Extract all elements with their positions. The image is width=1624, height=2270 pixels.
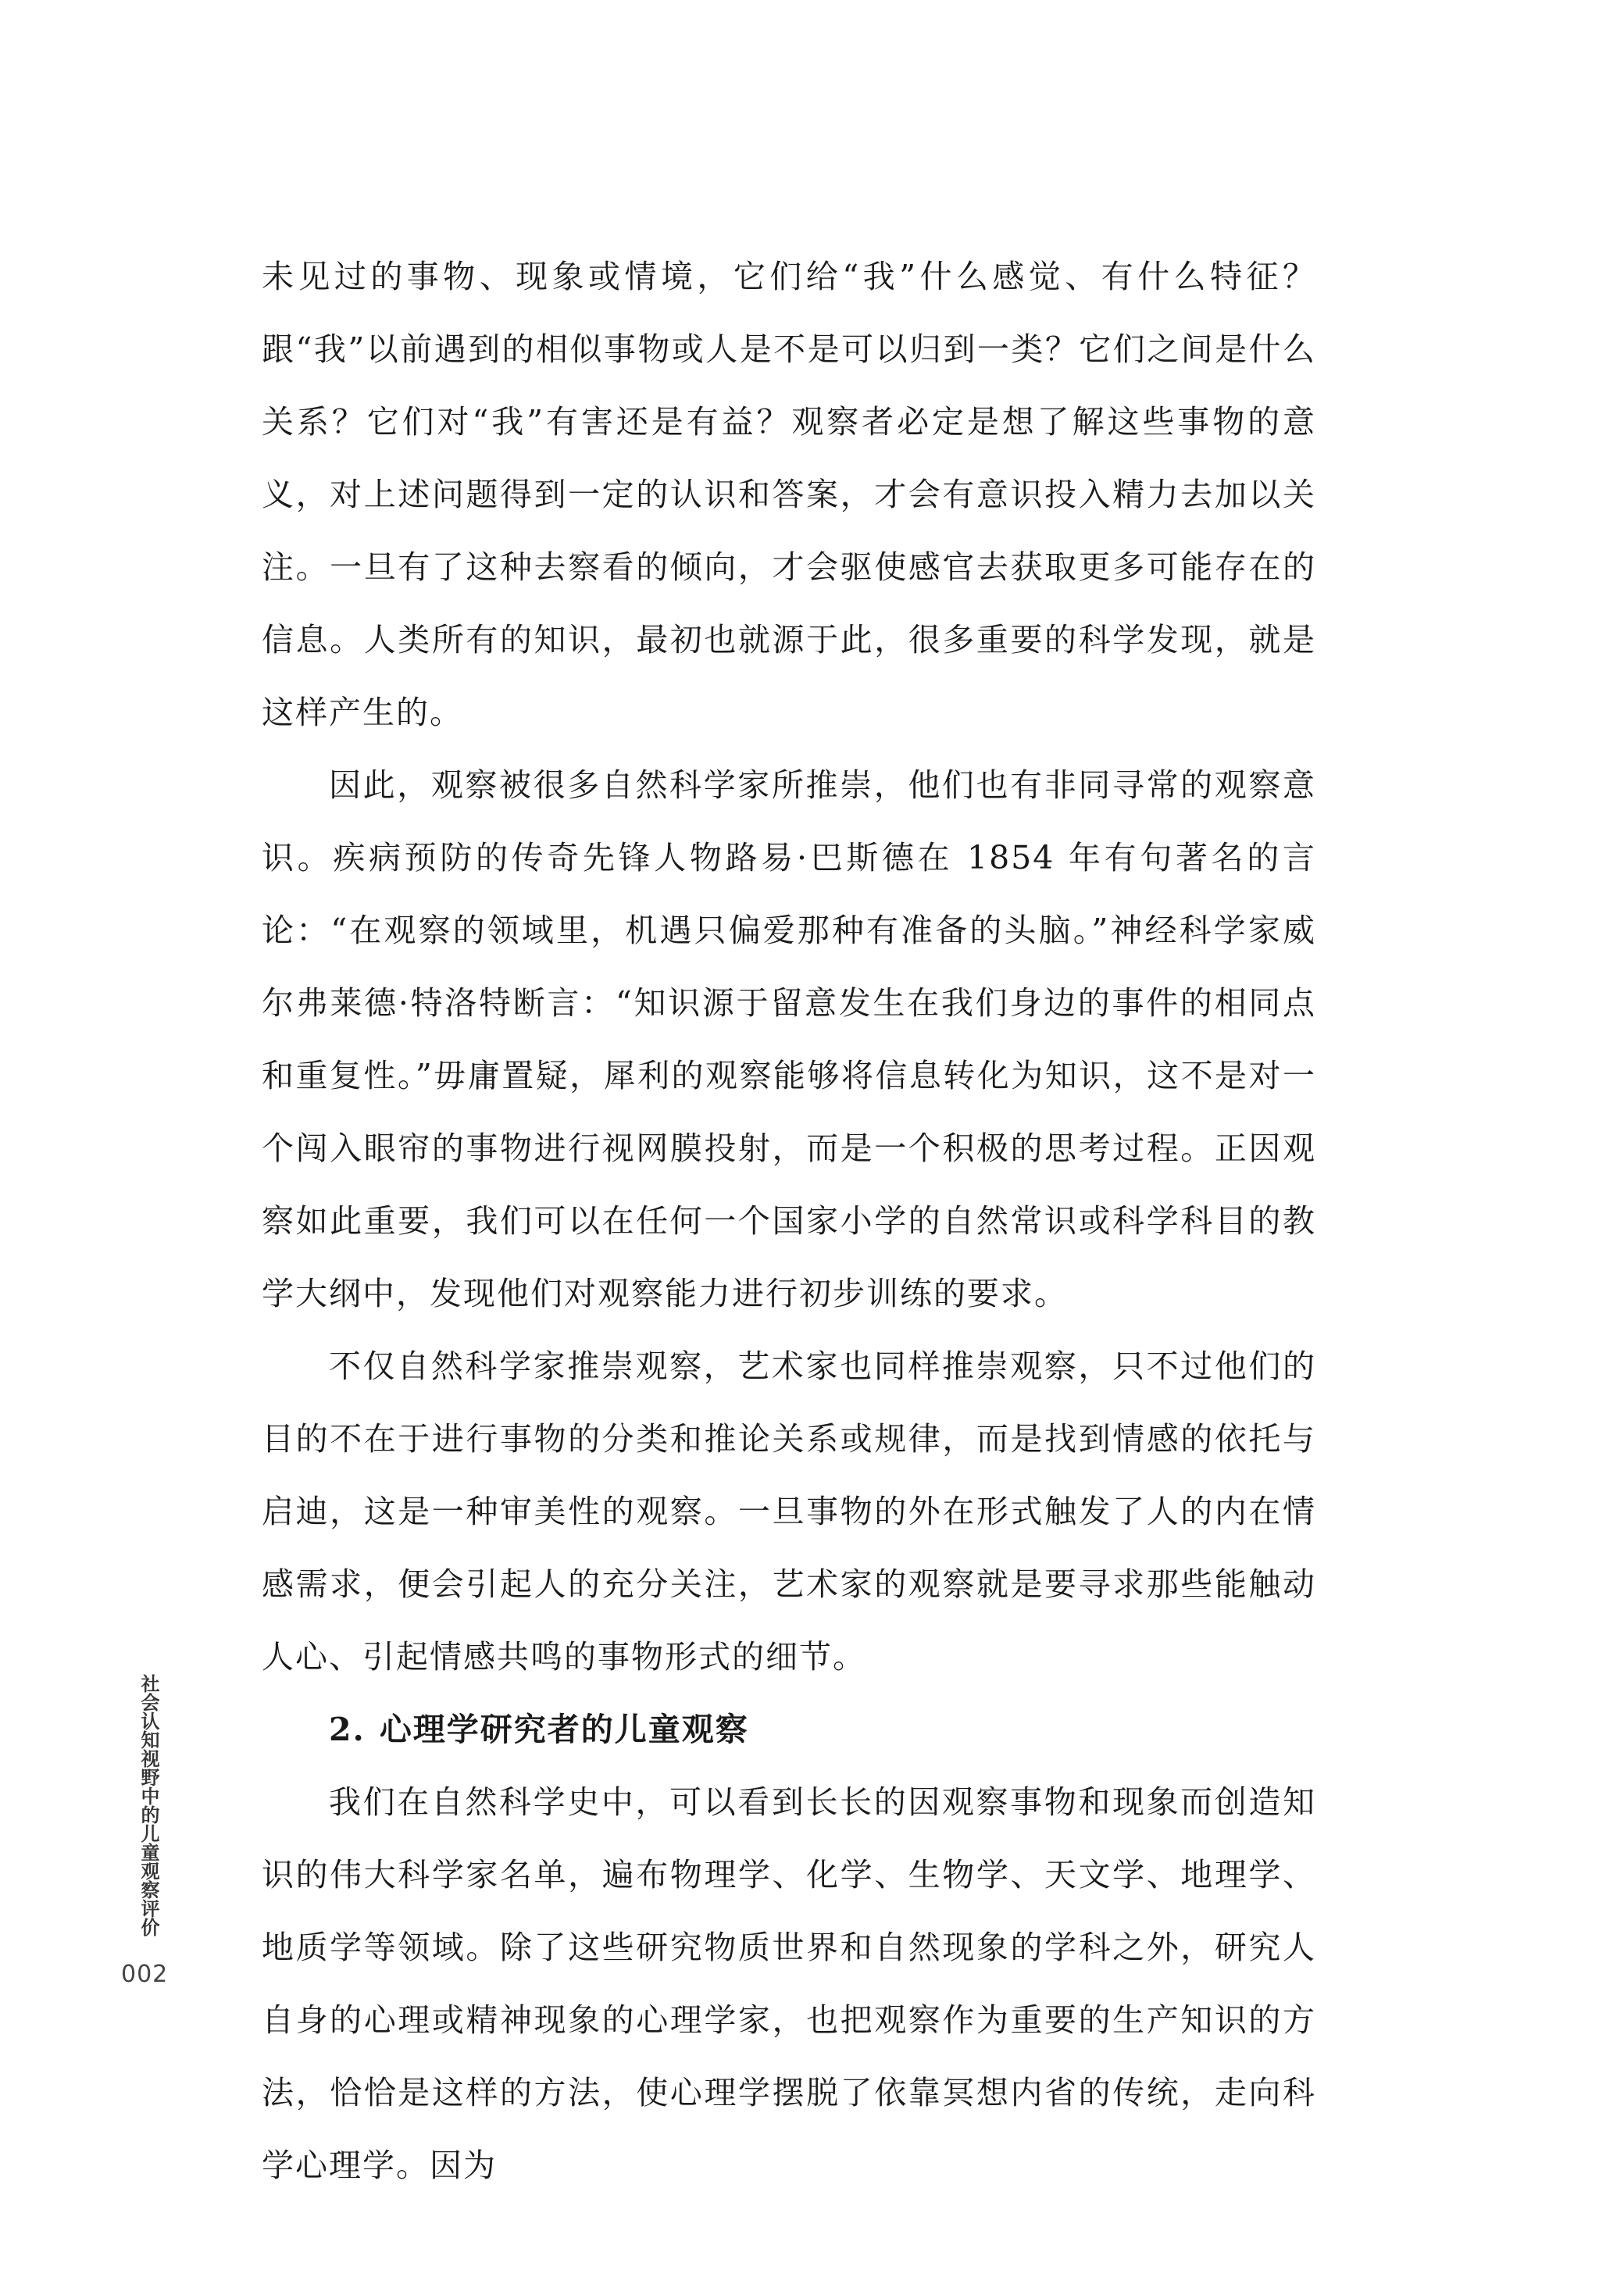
section-number: 2.	[329, 1711, 366, 1748]
paragraph-psychology: 我们在自然科学史中，可以看到长长的因观察事物和现象而创造知识的伟大科学家名单，遍布物理学、化学、生物学、天文学、地理学、地质学等领域。除了这些研究物质世界和自然现象的学科之外，研究人自身的心理或精神现象的心理学家，也把观察作为重要的生产知识的方法，恰恰是这样的方法，使心理学摆脱了依靠冥想内省的传统，走向科学心理学。因为	[262, 1783, 1316, 2184]
paragraph-observation-artists: 不仅自然科学家推崇观察，艺术家也同样推崇观察，只不过他们的目的不在于进行事物的分类和推论关系或规律，而是找到情感的依托与启迪，这是一种审美性的观察。一旦事物的外在形式触发了人的内在情感需求，便会引起人的充分关注，艺术家的观察就是要寻求那些能触动人心、引起情感共鸣的事物形式的细节。	[262, 1347, 1316, 1676]
body-text	[262, 241, 1316, 2202]
section-title: 心理学研究者的儿童观察	[379, 1711, 749, 1748]
page-number: 002	[121, 1961, 169, 1988]
paragraph-observation-scientists: 因此，观察被很多自然科学家所推崇，他们也有非同寻常的观察意识。疾病预防的传奇先锋人物路易·巴斯德在 1854 年有句著名的言论：“在观察的领域里，机遇只偏爱那种有准备的头脑。”神经科学家威尔弗莱德·特洛特断言：“知识源于留意发生在我们身边的事件的相同点和重复性。”毋庸置疑，犀利的观察能够将信息转化为知识，这不是对一个闯入眼帘的事物进行视网膜投射，而是一个积极的思考过程。正因观察如此重要，我们可以在任何一个国家小学的自然常识或科学科目的教学大纲中，发现他们对观察能力进行初步训练的要求。	[262, 766, 1316, 1312]
section-heading	[262, 1694, 1316, 1766]
paragraph-continued: 未见过的事物、现象或情境，它们给“我”什么感觉、有什么特征？跟“我”以前遇到的相似事物或人是不是可以归到一类？它们之间是什么关系？它们对“我”有害还是有益？观察者必定是想了解这些事物的意义，对上述问题得到一定的认识和答案，才会有意识投入精力去加以关注。一旦有了这种去察看的倾向，才会驱使感官去获取更多可能存在的信息。人类所有的知识，最初也就源于此，很多重要的科学发现，就是这样产生的。	[262, 258, 1316, 731]
running-title: 社会认知视野中的儿童观察评价	[137, 1674, 159, 1936]
